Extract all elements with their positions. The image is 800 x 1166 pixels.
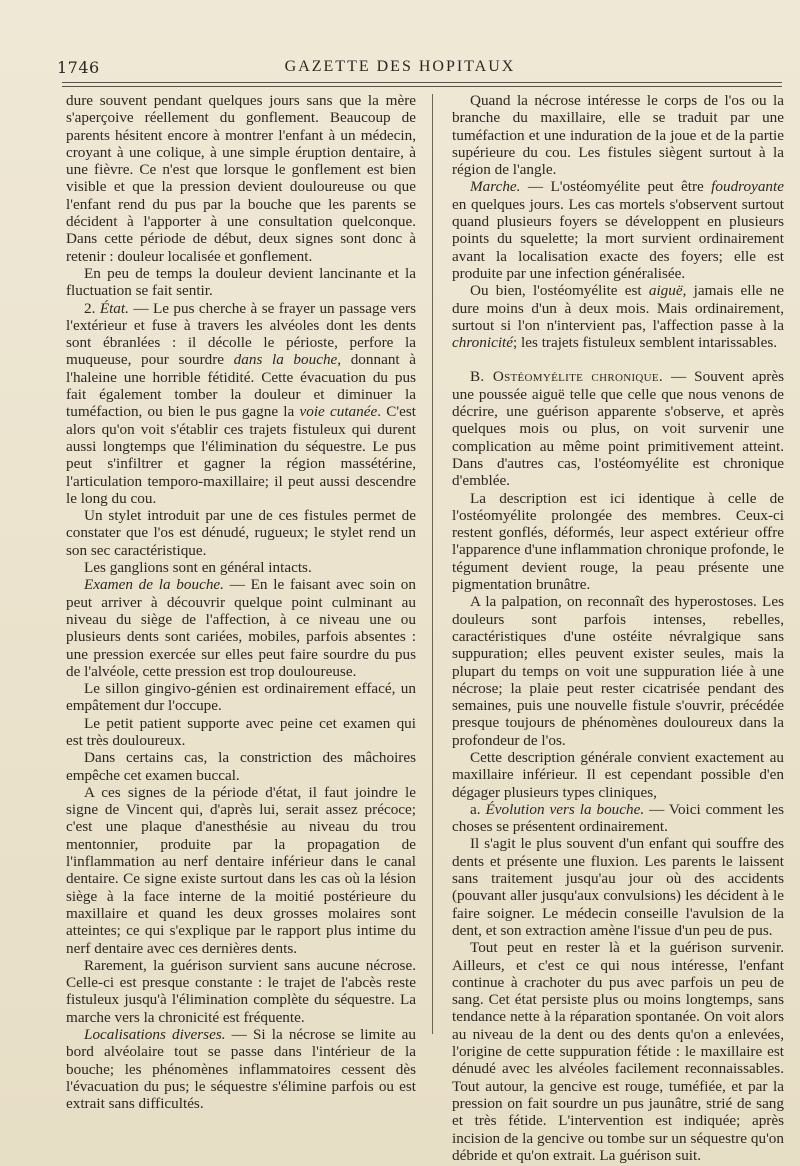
section-gap (452, 351, 784, 368)
paragraph: Le sillon gingivo-génien est ordinairement effacé, un empâtement dur l'occupe. (66, 680, 416, 715)
page-number: 1746 (57, 58, 100, 77)
paragraph: Cette description générale convient exactement au maxillaire inférieur. Il est cependant possible d'en dégager plusieurs types cliniques, (452, 748, 784, 801)
paragraph: La description est ici identique à celle de l'ostéomyélite prolongée des membres. Ceux-ci restent gonflés, déformés, leur aspect extérieur offre l'apparence d'une inflammation chronique profonde, le tégument devient rouge, la peau présente une pigmentation brunâtre. (452, 489, 784, 594)
paragraph: Un stylet introduit par une de ces fistules permet de constater que l'os est dénudé, rugueux; le stylet rend un son sec caractéristique. (66, 507, 416, 559)
section-heading: B. Ostéomyélite chronique. (470, 368, 664, 386)
paragraph: dure souvent pendant quelques jours sans que la mère s'aperçoive réellement du gonflement. Beaucoup de parents hésitent encore à montrer l'enfant à un médecin, croyant à une colique, à une simple éruption dentaire, à une fièvre. Ce n'est que lorsque le gonflement est bien visible et que la pression devient douloureuse ou que l'enfant rend du pus par la bouche que les parents se décident à l'apporter à une consultation quelconque. Dans cette période de début, deux signes sont donc à retenir : douleur localisée et gonflement. (66, 92, 416, 265)
paragraph: Quand la nécrose intéresse le corps de l'os ou la branche du maxillaire, elle se traduit par une tuméfaction et une induration de la joue et de la partie supérieure du cou. Les fistules siègent surtout à la région de l'angle. (452, 92, 784, 179)
running-title: GAZETTE DES HOPITAUX (284, 58, 516, 75)
paragraph: Le petit patient supporte avec peine cet examen qui est très douloureux. (66, 714, 416, 749)
paragraph: A ces signes de la période d'état, il faut joindre le signe de Vincent qui, d'après lui, serait assez précoce; c'est une plaque d'anesthésie au niveau du trou mentonnier, produite par la propagation de l'inflammation au nerf dentaire inférieur dans le canal dentaire. Ce signe existe surtout dans les cas où la lésion siège à la face interne de la moitié postérieure du maxillaire et quand les deux grosses molaires sont atteintes; ce qui s'explique par le rapport plus intime du nerf dentaire avec ces dernières dents. (66, 783, 416, 957)
paragraph: A la palpation, on reconnaît des hyperostoses. Les douleurs sont parfois intenses, rebelles, caractéristiques d'une ostéite névralgique sans suppuration; elles peuvent exister seules, mais la plupart du temps on voit une suppuration liée à une nécrose; la plaie peut rester cicatrisée pendant des semaines, puis une nouvelle fistule s'ouvrir, précédée presque toujours de phénomènes douloureux dans la profondeur de l'os. (452, 593, 784, 749)
paragraph: Il s'agit le plus souvent d'un enfant qui souffre des dents et présente une fluxion. Les parents le laissent sans traitement jusqu'au jour où des accidents (pouvant aller jusqu'aux convulsions) les décident à le faire soigner. Le médecin conseille l'avulsion de la dent, et son extraction amène l'issue d'un peu de pus. (452, 835, 784, 939)
paragraph: Rarement, la guérison survient sans aucune nécrose. Celle-ci est presque constante : le trajet de l'abcès reste fistuleux jusqu'à l'élimination complète du séquestre. La marche vers la chronicité est fréquente. (66, 956, 416, 1026)
paragraph: Dans certains cas, la constriction des mâchoires empêche cet examen buccal. (66, 749, 416, 784)
paragraph: Les ganglions sont en général intacts. (84, 559, 312, 577)
paragraph: a. Évolution vers la bouche. — Voici comment les choses se présentent ordinairement. (452, 800, 784, 836)
paragraph: En peu de temps la douleur devient lancinante et la fluctuation se fait sentir. (66, 264, 416, 300)
paragraph: Marche. — L'ostéomyélite peut être foudroyante en quelques jours. Les cas mortels s'observent surtout quand plusieurs foyers se développent en plusieurs points du squelette; la mort survient ordinairement avant la localisation exacte des foyers; elle est produite par une infection généralisée. (452, 178, 784, 282)
left-column (66, 92, 416, 1113)
paragraph: Examen de la bouche. — En le faisant avec soin on peut arriver à découvrir quelque point culminant au niveau du siège de l'affection, à ce niveau une ou plusieurs dents sont cariées, mobiles, parfois absentes : une pression exercée sur elles peut faire sourdre du pus de l'alvéole, cette pression est trop douloureuse. (66, 576, 416, 680)
right-column (452, 92, 784, 1164)
paragraph: 2. État. — Le pus cherche à se frayer un passage vers l'extérieur et fuse à travers les alvéoles dont les dents sont ébranlées : il décolle le périoste, perfore la muqueuse, pour sourdre dans la bouche, donnant à l'haleine une horrible fétidité. Cette évacuation du pus fait également tomber la douleur et diminuer la tuméfaction, ou bien le pus gagne la voie cutanée. C'est alors qu'on voit s'établir ces trajets fistuleux qui durent aussi longtemps que l'élimination du séquestre. Le pus peut s'infiltrer et gagner la région massétérine, l'articulation temporo-maxillaire; il peut aussi descendre le long du cou. (66, 299, 417, 507)
paragraph: Ou bien, l'ostéomyélite est aiguë, jamais elle ne dure moins d'un à deux mois. Mais ordinairement, surtout si l'on n'intervient pas, l'affection passe à la chronicité; les trajets fistuleux semblent intarissables. (452, 282, 784, 352)
paragraph: Tout peut en rester là et la guérison survenir. Ailleurs, et c'est ce qui nous intéresse, l'enfant continue à crachoter du pus avec parfois un peu de sang. Cet état persiste plus ou moins longtemps, sans tendance nette à la réparation spontanée. On voit alors au niveau de la dent ou des dents qu'on a enlevées, l'origine de cette suppuration fétide : le maxillaire est dénudé avec les alvéoles facilement reconnaissables. Tout autour, la gencive est rouge, tuméfiée, et par la pression on fait sourdre un pus jaunâtre, strié de sang et très fétide. L'intervention est indiquée; après incision de la gencive ou tombe sur un séquestre qu'on débride et qu'on extrait. La guérison suit. (452, 939, 784, 1164)
paragraph: Localisations diverses. — Si la nécrose se limite au bord alvéolaire tout se passe dans l'intérieur de la bouche; les phénomènes inflammatoires cessent dès l'évacuation du pus; le séquestre s'élimine parfois ou est extrait sans difficultés. (66, 1026, 416, 1113)
header-rule (62, 82, 782, 87)
section-heading-paragraph: B. Ostéomyélite chronique. — Souvent après une poussée aiguë telle que celle que nous venons de décrire, une guérison apparente s'observe, et après quelques mois ou plus, on voit survenir une complication au même point primitivement atteint. Dans d'autres cas, l'ostéomyélite est chronique d'emblée. (452, 368, 784, 490)
column-divider (432, 94, 433, 1034)
